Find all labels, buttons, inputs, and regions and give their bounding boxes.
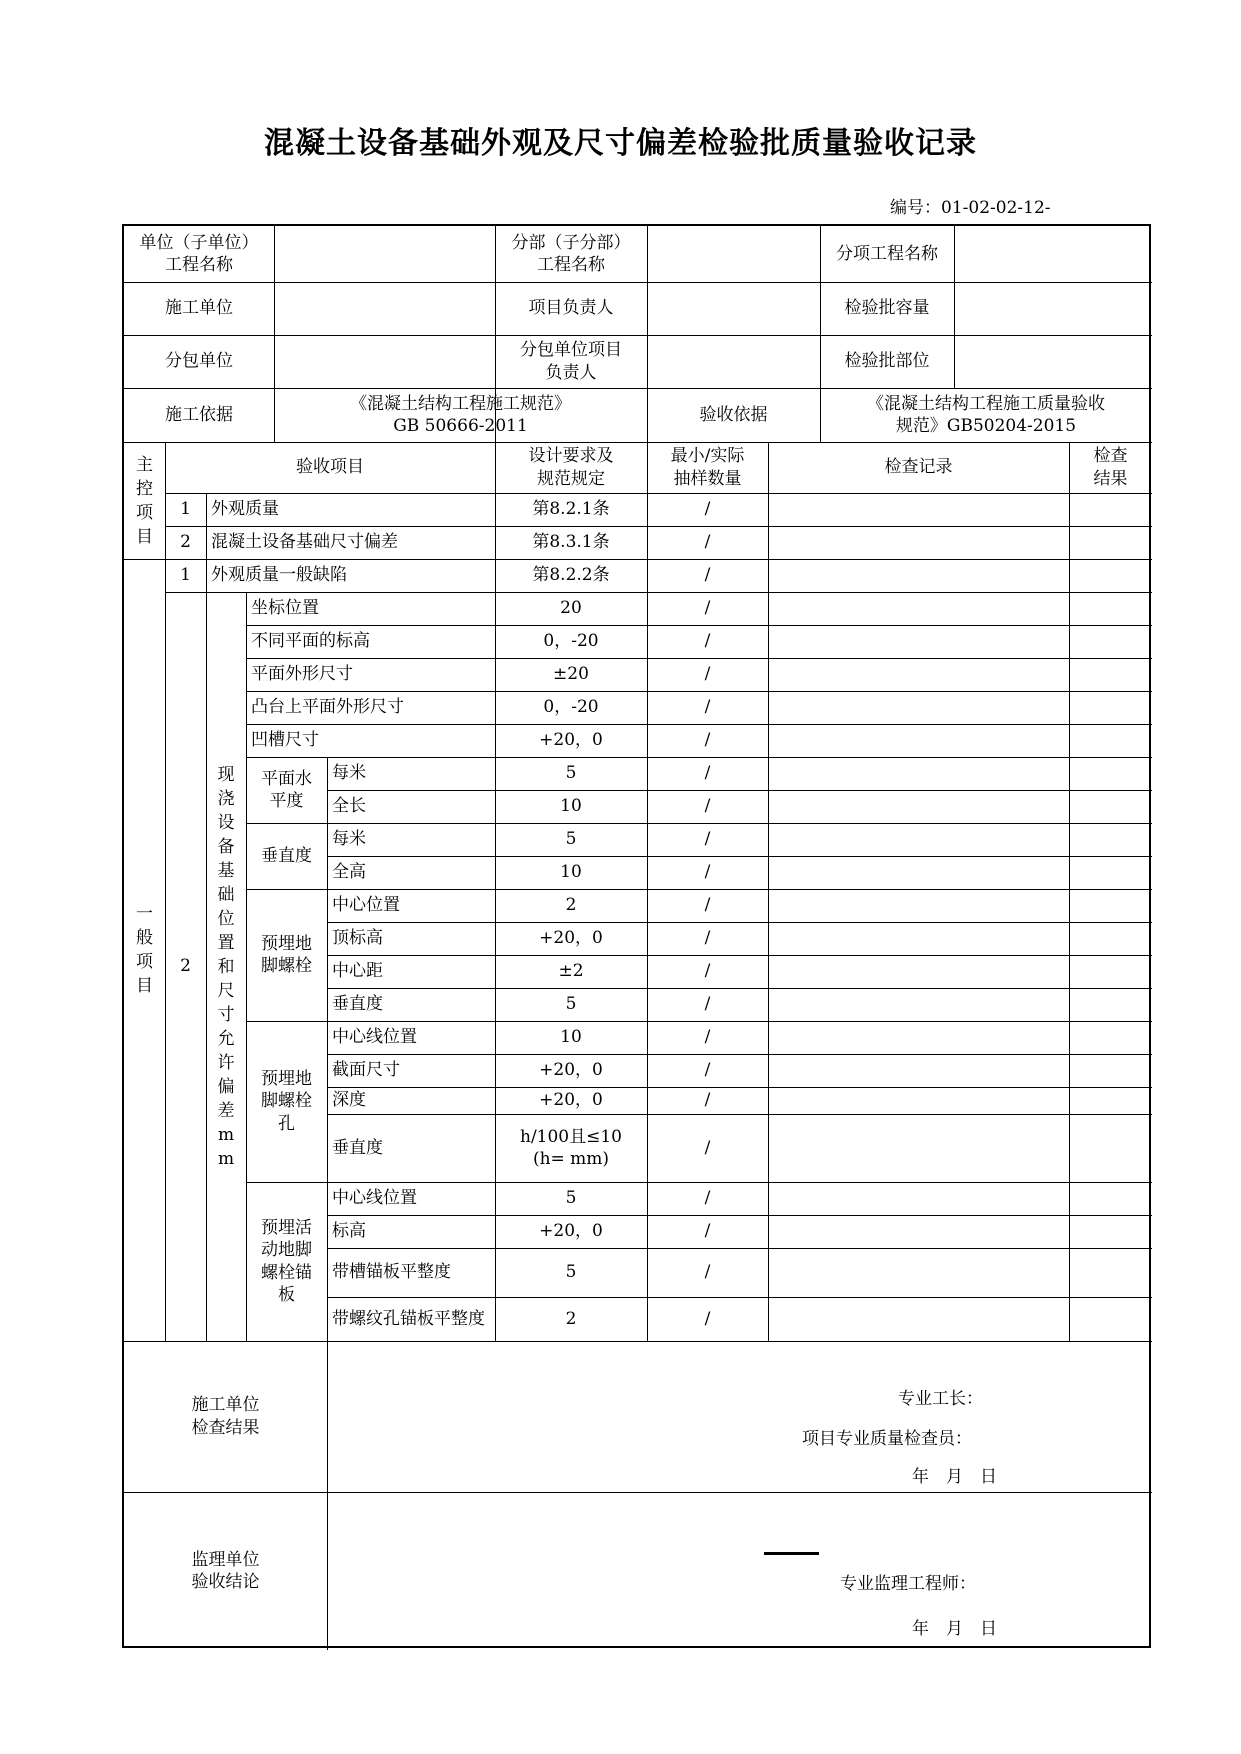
deviation-group-label: 预埋地 脚螺栓 孔: [261, 1069, 312, 1134]
deviation-subitem-sample: /: [704, 862, 711, 883]
general-item-spec: 第8.2.2条: [532, 565, 610, 586]
contractor-label: 施工单位: [165, 298, 233, 319]
table-rule: [1069, 442, 1070, 1341]
deviation-subitem-spec: 10: [560, 796, 582, 817]
deviation-subitem-sample: /: [704, 928, 711, 949]
division-name-label: 分部（子分部） 工程名称: [511, 232, 631, 275]
deviation-item-spec: 0，-20: [543, 697, 599, 718]
table-rule: [327, 1182, 328, 1341]
deviation-subitem-sample: /: [704, 994, 711, 1015]
deviation-subitem-spec: 10: [560, 862, 582, 883]
deviation-subitem-name: 中心位置: [332, 895, 400, 916]
deviation-subitem-spec: 2: [565, 1308, 577, 1329]
deviation-item-spec: 0，-20: [543, 631, 599, 652]
deviation-subitem-spec: 5: [565, 1262, 577, 1283]
main-item-spec: 第8.2.1条: [532, 499, 610, 520]
deviation-subitem-name: 标高: [332, 1221, 366, 1242]
table-rule: [327, 757, 328, 823]
col-design-header: 设计要求及 规范规定: [528, 446, 614, 489]
deviation-subitem-spec: 10: [560, 1027, 582, 1048]
general-item-sample: /: [704, 565, 711, 586]
col-record-header: 检查记录: [884, 457, 953, 478]
main-control-label: 主控项目: [136, 454, 153, 547]
main-item-spec: 第8.3.1条: [532, 532, 610, 553]
deviation-subitem-name: 垂直度: [332, 1137, 383, 1158]
table-rule: [954, 226, 955, 388]
deviation-item-sample: /: [704, 598, 711, 619]
batch-capacity-label: 检验批容量: [844, 298, 930, 319]
main-item-name: 外观质量: [211, 499, 279, 520]
signature-stroke: [764, 1552, 819, 1555]
deviation-subitem-name: 中心线位置: [332, 1027, 417, 1048]
deviation-subitem-spec: ±2: [558, 961, 584, 982]
supervisor-conclusion-label: 监理单位 验收结论: [191, 1549, 260, 1592]
deviation-subitem-spec: +20，0: [539, 1221, 603, 1242]
unit-name-label: 单位（子单位） 工程名称: [139, 232, 259, 275]
table-rule: [327, 1021, 328, 1182]
deviation-group-label: 预埋地 脚螺栓: [261, 933, 312, 976]
supervisor-date-label: 年 月 日: [912, 1619, 997, 1639]
deviation-subitem-sample: /: [704, 1188, 711, 1209]
construction-basis-label: 施工依据: [165, 404, 233, 425]
deviation-subitem-spec: +20，0: [539, 1060, 603, 1081]
supervising-engineer-signature-label: 专业监理工程师：: [840, 1574, 976, 1594]
deviation-subitem-spec: 5: [565, 994, 577, 1015]
main-item-name: 混凝土设备基础尺寸偏差: [211, 532, 398, 553]
deviation-subitem-name: 中心距: [332, 961, 383, 982]
batch-location-label: 检验批部位: [844, 351, 930, 372]
deviation-subitem-spec: 2: [565, 895, 577, 916]
table-rule: [246, 592, 247, 1341]
deviation-subitem-name: 带螺纹孔锚板平整度: [332, 1308, 485, 1329]
deviation-subitem-sample: /: [704, 1027, 711, 1048]
deviation-item-spec: 20: [560, 598, 582, 619]
deviation-group-label: 垂直度: [261, 845, 312, 866]
deviation-subitem-name: 全高: [332, 862, 366, 883]
quality-inspector-signature-label: 项目专业质量检查员：: [802, 1429, 972, 1449]
deviation-subitem-name: 垂直度: [332, 994, 383, 1015]
deviation-subitem-sample: /: [704, 961, 711, 982]
main-item-sample: /: [704, 532, 711, 553]
deviation-item-spec: ±20: [553, 664, 589, 685]
col-item-header: 验收项目: [296, 457, 364, 478]
deviation-subitem-name: 全长: [332, 796, 366, 817]
deviation-item-name: 平面外形尺寸: [251, 664, 353, 685]
deviation-subitem-sample: /: [704, 1060, 711, 1081]
contractor-check-label: 施工单位 检查结果: [191, 1395, 260, 1438]
deviation-subitem-sample: /: [704, 1090, 711, 1111]
document-number: 编号：01-02-02-12-: [890, 198, 1051, 218]
deviation-group-label: 平面水 平度: [261, 768, 312, 811]
deviation-subitem-sample: /: [704, 763, 711, 784]
general-items-label: 一般项目: [136, 904, 153, 996]
main-item-no: 2: [180, 532, 191, 553]
deviation-subitem-name: 顶标高: [332, 928, 383, 949]
deviation-subitem-spec: 5: [565, 1188, 577, 1209]
deviation-item-spec: +20，0: [539, 730, 603, 751]
inspection-record-table: [122, 224, 1151, 1648]
main-item-no: 1: [180, 499, 191, 520]
deviation-subitem-name: 截面尺寸: [332, 1060, 400, 1081]
deviation-subitem-name: 带槽锚板平整度: [332, 1262, 451, 1283]
deviation-subitem-spec: h/100且≤10 (h= mm): [520, 1126, 622, 1169]
deviation-item-name: 坐标位置: [251, 598, 319, 619]
table-rule: [327, 889, 328, 1021]
deviation-subitem-name: 深度: [332, 1090, 366, 1111]
deviation-subitem-sample: /: [704, 796, 711, 817]
table-rule: [768, 442, 769, 1341]
col-result-header: 检查 结果: [1093, 446, 1128, 489]
contractor-date-label: 年 月 日: [912, 1467, 997, 1487]
deviation-subitem-spec: +20，0: [539, 1090, 603, 1111]
deviation-item-sample: /: [704, 664, 711, 685]
deviation-item-name: 凸台上平面外形尺寸: [251, 697, 404, 718]
deviation-subitem-spec: 5: [565, 763, 577, 784]
table-rule: [327, 823, 328, 889]
col-sampling-header: 最小/实际 抽样数量: [670, 446, 745, 489]
acceptance-basis-value: 《混凝土结构工程施工质量验收 规范》GB50204-2015: [867, 393, 1105, 436]
general-item-no: 1: [180, 565, 191, 586]
deviation-group-label: 预埋活 动地脚 螺栓锚 板: [261, 1218, 312, 1305]
table-rule: [647, 442, 648, 1341]
acceptance-basis-label: 验收依据: [699, 404, 768, 425]
table-rule: [206, 493, 207, 592]
table-rule: [495, 442, 496, 1341]
subitem-name-label: 分项工程名称: [836, 243, 938, 264]
deviation-subitem-name: 中心线位置: [332, 1188, 417, 1209]
deviation-subitem-sample: /: [704, 1262, 711, 1283]
deviation-subitem-sample: /: [704, 829, 711, 850]
main-item-sample: /: [704, 499, 711, 520]
deviation-item-name: 凹槽尺寸: [251, 730, 319, 751]
deviation-item-sample: /: [704, 631, 711, 652]
deviation-subitem-sample: /: [704, 1221, 711, 1242]
deviation-item-name: 不同平面的标高: [251, 631, 370, 652]
deviation-item-sample: /: [704, 730, 711, 751]
deviation-subitem-sample: /: [704, 1308, 711, 1329]
deviation-subitem-sample: /: [704, 895, 711, 916]
construction-basis-value: 《混凝土结构工程施工规范》 GB 50666-2011: [350, 393, 571, 436]
deviation-subitem-name: 每米: [332, 829, 366, 850]
table-rule: [327, 1341, 328, 1650]
allowable-deviation-label: 现浇设备基础位置和尺寸允许偏差mm: [217, 764, 235, 1169]
foreman-signature-label: 专业工长：: [898, 1389, 983, 1409]
table-rule: [165, 442, 166, 1341]
deviation-subitem-name: 每米: [332, 763, 366, 784]
table-rule: [206, 592, 207, 1341]
page-title: 混凝土设备基础外观及尺寸偏差检验批质量验收记录: [264, 126, 977, 161]
sub-leader-label: 分包单位项目 负责人: [520, 340, 622, 383]
general-item-name: 外观质量一般缺陷: [211, 565, 347, 586]
subcontractor-label: 分包单位: [165, 351, 233, 372]
deviation-subitem-spec: 5: [565, 829, 577, 850]
project-leader-label: 项目负责人: [528, 298, 614, 319]
deviation-subitem-sample: /: [704, 1137, 711, 1158]
deviation-subitem-spec: +20，0: [539, 928, 603, 949]
deviation-item-sample: /: [704, 697, 711, 718]
general-item-no: 2: [180, 956, 191, 977]
